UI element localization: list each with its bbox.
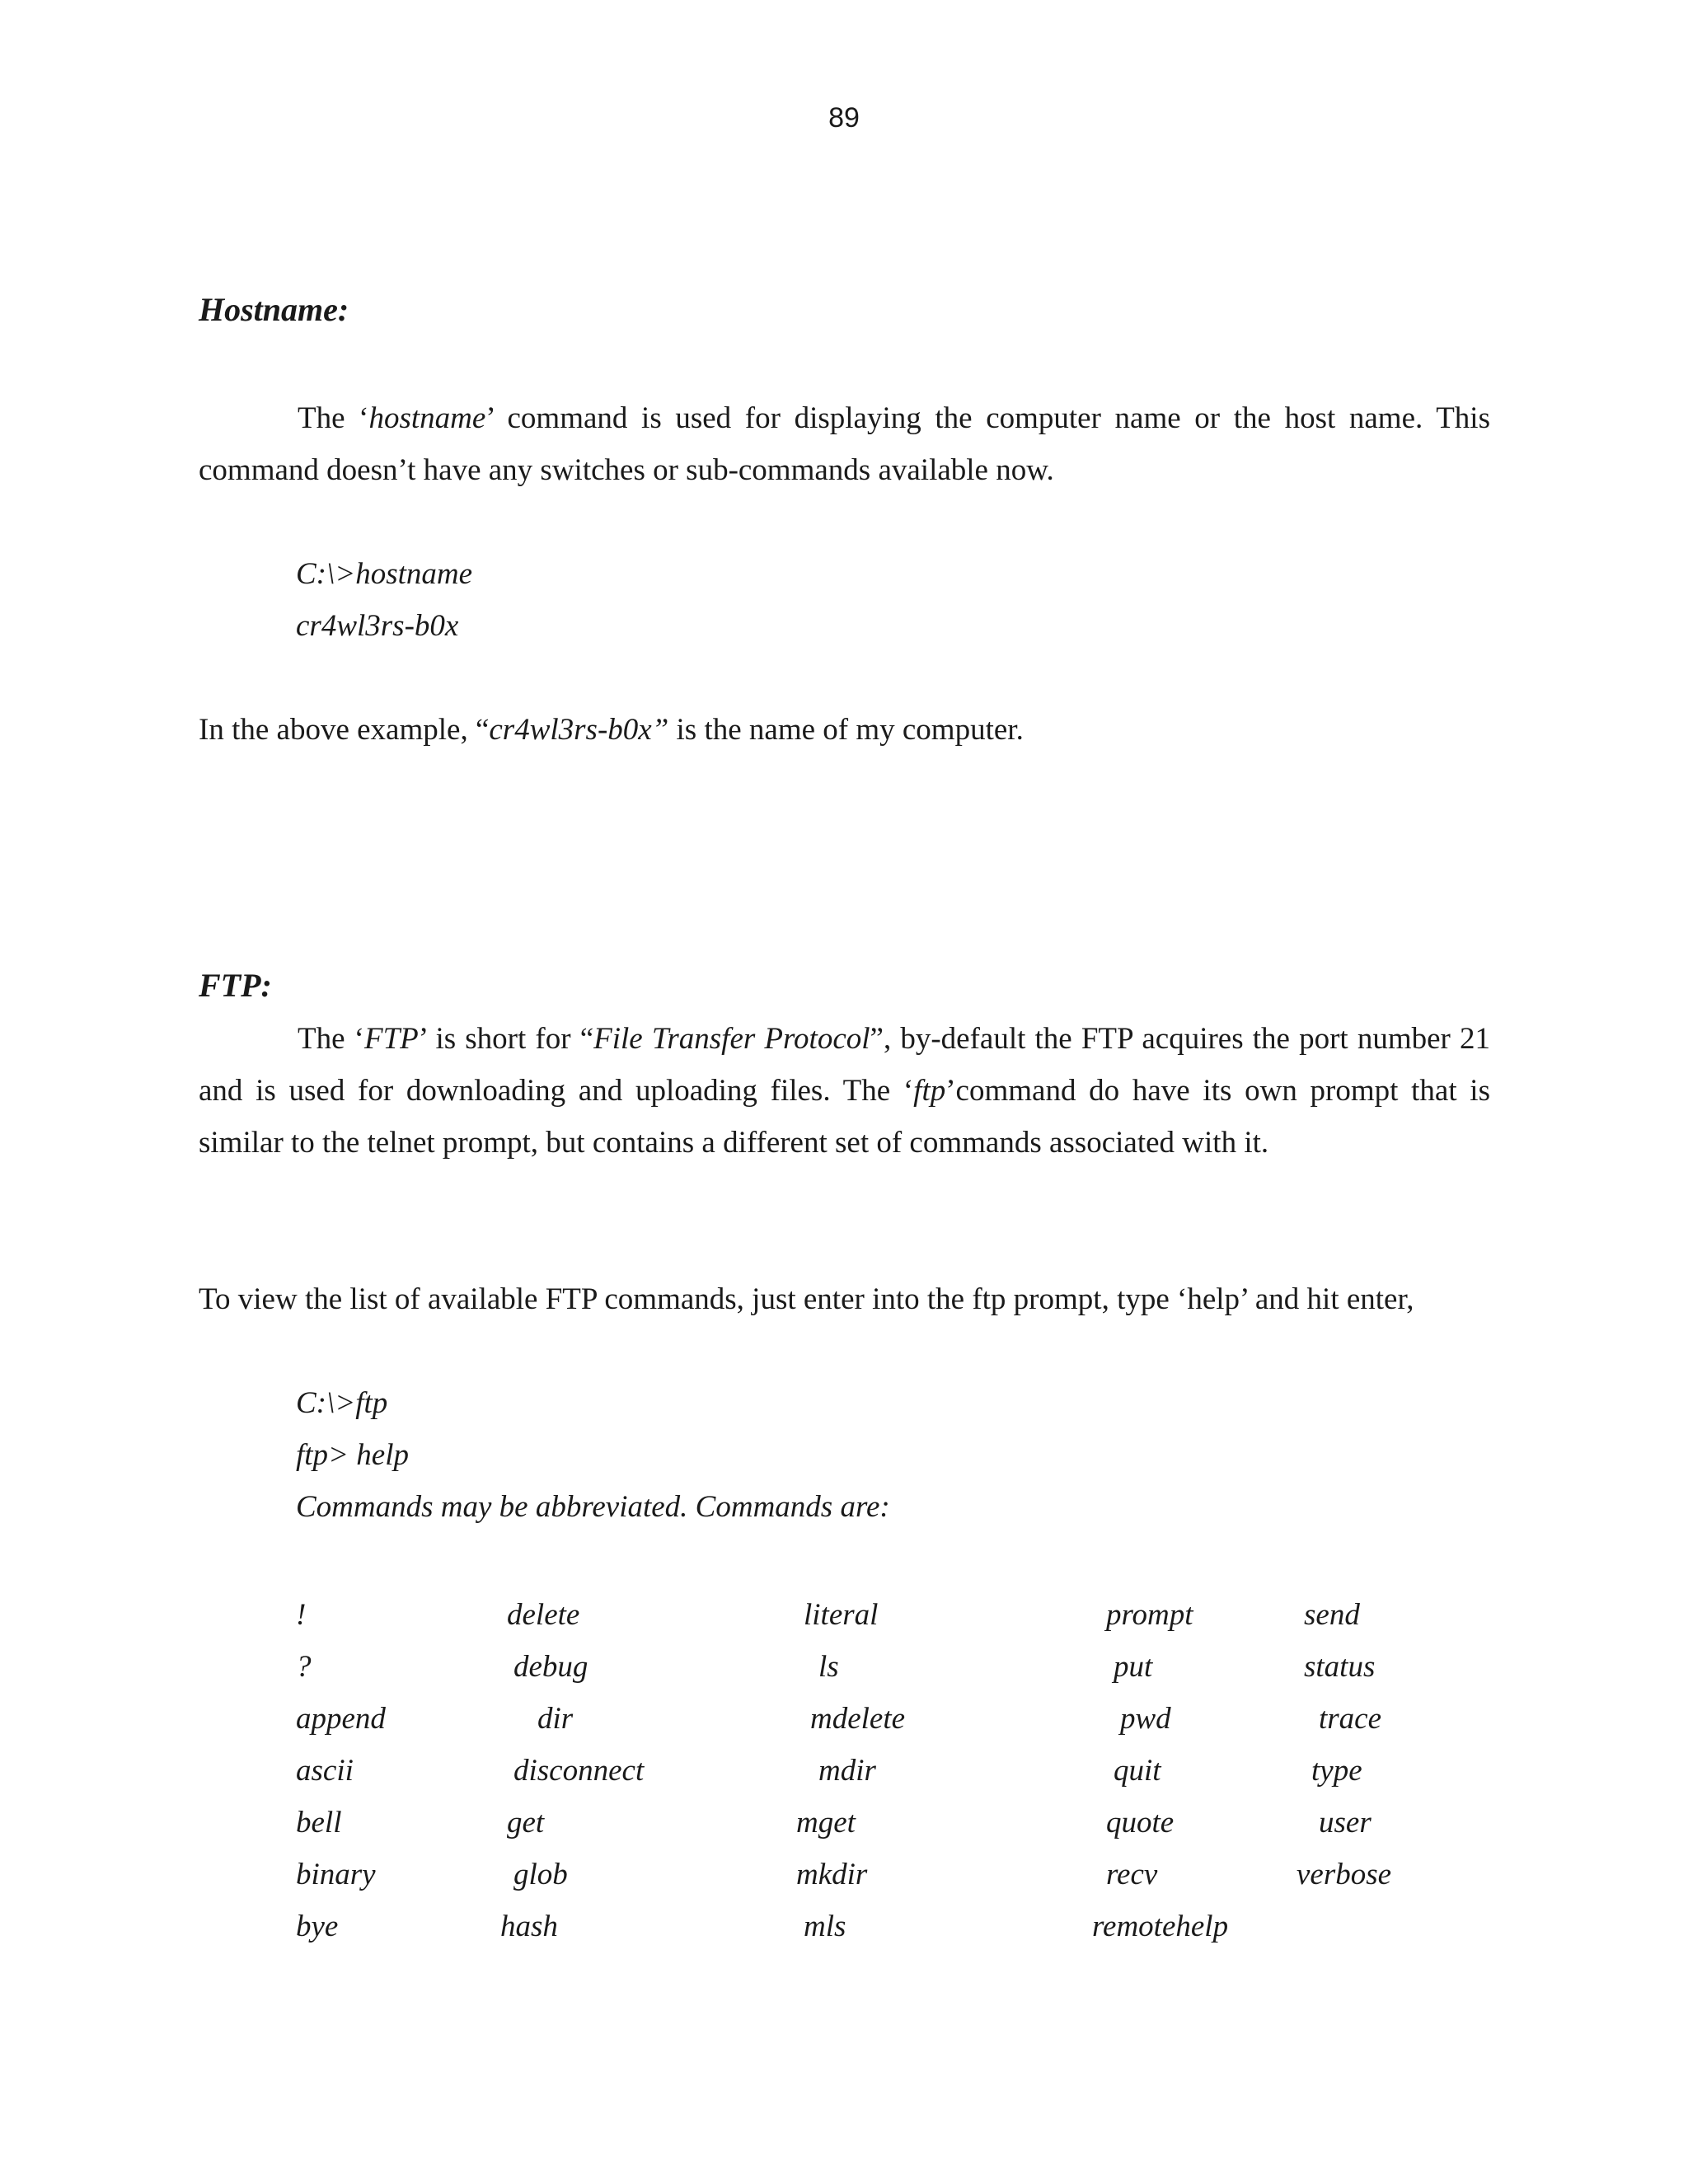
ftp-command: ? xyxy=(296,1650,312,1684)
ftp-command: mkdir xyxy=(796,1858,868,1891)
hostname-heading: Hostname: xyxy=(199,291,349,328)
ftp-command: status xyxy=(1304,1650,1376,1684)
ftp-command: bell xyxy=(296,1806,342,1840)
ftp-command: mls xyxy=(804,1910,846,1943)
ftp-command: disconnect xyxy=(513,1754,645,1788)
ftp-command: ascii xyxy=(296,1754,354,1788)
ftp-command: verbose xyxy=(1296,1858,1392,1891)
ftp-command: quote xyxy=(1106,1806,1175,1840)
ftp-command: user xyxy=(1319,1806,1372,1840)
ftp-code-line-1: C:\>ftp xyxy=(296,1386,388,1420)
hostname-code-line-2: cr4wl3rs-b0x xyxy=(296,609,459,643)
ftp-command: ! xyxy=(296,1598,307,1632)
ftp-command: remotehelp xyxy=(1092,1910,1229,1943)
ftp-command: mdelete xyxy=(810,1702,906,1736)
ftp-description: The ‘FTP’ is short for “File Transfer Protocol”, by-default the FTP acquires the port number 21 and is used for downloading and uploading files. The ‘ftp’command do have its own prompt that is similar to the telnet prompt, but contains a different set of commands associated with it. xyxy=(199,1022,1490,1160)
ftp-command: get xyxy=(507,1806,545,1840)
ftp-command: binary xyxy=(296,1858,376,1891)
ftp-command: bye xyxy=(296,1910,339,1943)
hostname-description: The ‘hostname’ command is used for displaying the computer name or the host name. This command doesn’t have any switches or sub-commands available now. xyxy=(199,401,1490,487)
hostname-example-note: In the above example, “cr4wl3rs-b0x” is the name of my computer. xyxy=(199,713,1024,747)
hostname-code-line-1: C:\>hostname xyxy=(296,557,473,591)
ftp-command: pwd xyxy=(1120,1702,1171,1736)
ftp-command: type xyxy=(1311,1754,1362,1788)
ftp-heading: FTP: xyxy=(199,967,272,1004)
ftp-command: append xyxy=(296,1702,386,1736)
ftp-command: delete xyxy=(507,1598,580,1632)
ftp-command: recv xyxy=(1106,1858,1158,1891)
ftp-command: send xyxy=(1304,1598,1360,1632)
ftp-code-line-3: Commands may be abbreviated. Commands are: xyxy=(296,1490,890,1524)
ftp-command: mget xyxy=(796,1806,856,1840)
ftp-command: hash xyxy=(500,1910,558,1943)
ftp-code-line-2: ftp> help xyxy=(296,1438,409,1472)
ftp-command: dir xyxy=(537,1702,574,1736)
ftp-help-instruction: To view the list of available FTP commands, just enter into the ftp prompt, type ‘help’ and hit enter, xyxy=(199,1282,1414,1316)
ftp-command: mdir xyxy=(818,1754,876,1788)
ftp-command: quit xyxy=(1114,1754,1161,1788)
ftp-command: ls xyxy=(818,1650,839,1684)
ftp-command: literal xyxy=(804,1598,879,1632)
ftp-command: debug xyxy=(513,1650,588,1684)
ftp-command: glob xyxy=(513,1858,568,1891)
ftp-command: prompt xyxy=(1106,1598,1193,1632)
page-number: 89 xyxy=(828,102,860,134)
ftp-command: trace xyxy=(1319,1702,1382,1736)
ftp-command: put xyxy=(1114,1650,1153,1684)
